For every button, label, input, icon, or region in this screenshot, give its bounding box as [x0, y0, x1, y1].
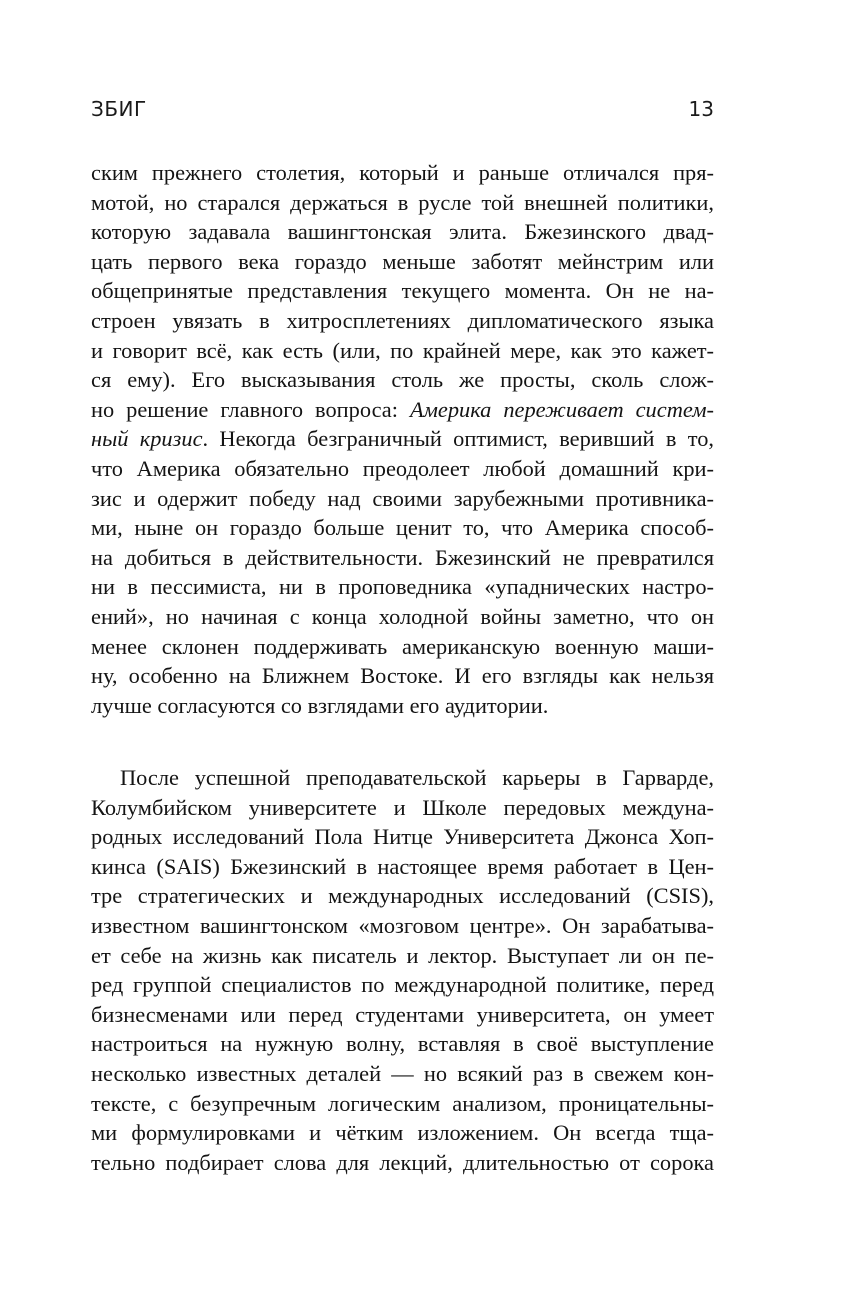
- emphasis-text: ный кризис: [91, 426, 203, 452]
- text-line: тексте, с безупречным логическим анализом, проницательны-: [91, 1090, 714, 1116]
- text-line: на добиться в действительности. Бжезинский не превратился: [91, 544, 714, 570]
- text-line: ся ему). Его высказывания столь же просты, сколь слож-: [91, 367, 714, 393]
- text-line: ред группой специалистов по международной политике, перед: [91, 972, 714, 998]
- running-title: ЗБИГ: [91, 97, 147, 121]
- text-fragment: но решение главного вопроса:: [91, 396, 410, 422]
- text-line: известном вашингтонском «мозговом центре». Он зарабатыва-: [91, 912, 714, 938]
- text-line: Колумбийском университете и Школе передовых междуна-: [91, 794, 714, 820]
- paragraph-2: [91, 763, 714, 1177]
- text-line: бизнесменами или перед студентами университета, он умеет: [91, 1001, 714, 1027]
- text-line: ений», но начиная с конца холодной войны заметно, что он: [91, 603, 714, 629]
- text-line: родных исследований Пола Нитце Университета Джонса Хоп-: [91, 824, 714, 850]
- text-line: строен увязать в хитросплетениях дипломатического языка: [91, 307, 714, 333]
- text-line: настроиться на нужную волну, вставляя в своё выступление: [91, 1031, 714, 1057]
- text-line: ет себе на жизнь как писатель и лектор. Выступает ли он пе-: [91, 942, 714, 968]
- text-line: общепринятые представления текущего момента. Он не на-: [91, 278, 714, 304]
- text-line: ни в пессимиста, ни в проповедника «упаднических настро-: [91, 574, 714, 600]
- text-line: менее склонен поддерживать американскую военную маши-: [91, 633, 714, 659]
- text-line: лучше согласуются со взглядами его аудитории.: [91, 692, 549, 718]
- text-line: ну, особенно на Ближнем Востоке. И его взгляды как нельзя: [91, 663, 714, 689]
- text-line: ским прежнего столетия, который и раньше отличался пря-: [91, 160, 714, 185]
- text-line-with-emphasis: [91, 395, 714, 425]
- text-line: зис и одержит победу над своими зарубежными противника-: [91, 485, 714, 511]
- page-header: [91, 97, 714, 123]
- text-line: тельно подбирает слова для лекций, длительностью от сорока: [91, 1149, 714, 1175]
- text-fragment: . Некогда безграничный оптимист, веривший в то,: [202, 426, 714, 452]
- text-line: тре стратегических и международных исследований (CSIS),: [91, 883, 714, 909]
- text-line: мотой, но старался держаться в русле той внешней политики,: [91, 189, 714, 215]
- text-line: которую задавала вашингтонская элита. Бжезинского двад-: [91, 219, 714, 245]
- text-line: цать первого века гораздо меньше заботят мейнстрим или: [91, 248, 714, 274]
- text-line-with-emphasis: [91, 424, 714, 454]
- text-line: несколько известных деталей — но всякий раз в свежем кон-: [91, 1060, 714, 1086]
- paragraph-1: [91, 158, 714, 720]
- emphasis-text: Америка переживает систем-: [409, 396, 714, 422]
- text-line: что Америка обязательно преодолеет любой домашний кри-: [91, 455, 714, 481]
- text-line: ми, ныне он гораздо больше ценит то, что Америка способ-: [91, 515, 714, 541]
- text-line: ми формулировками и чётким изложением. Он всегда тща-: [91, 1120, 714, 1146]
- text-line: кинса (SAIS) Бжезинский в настоящее время работает в Цен-: [91, 853, 714, 879]
- page-number: 13: [688, 97, 714, 121]
- text-line: После успешной преподавательской карьеры в Гарварде,: [120, 765, 714, 790]
- text-line: и говорит всё, как есть (или, по крайней мере, как это кажет-: [91, 337, 714, 363]
